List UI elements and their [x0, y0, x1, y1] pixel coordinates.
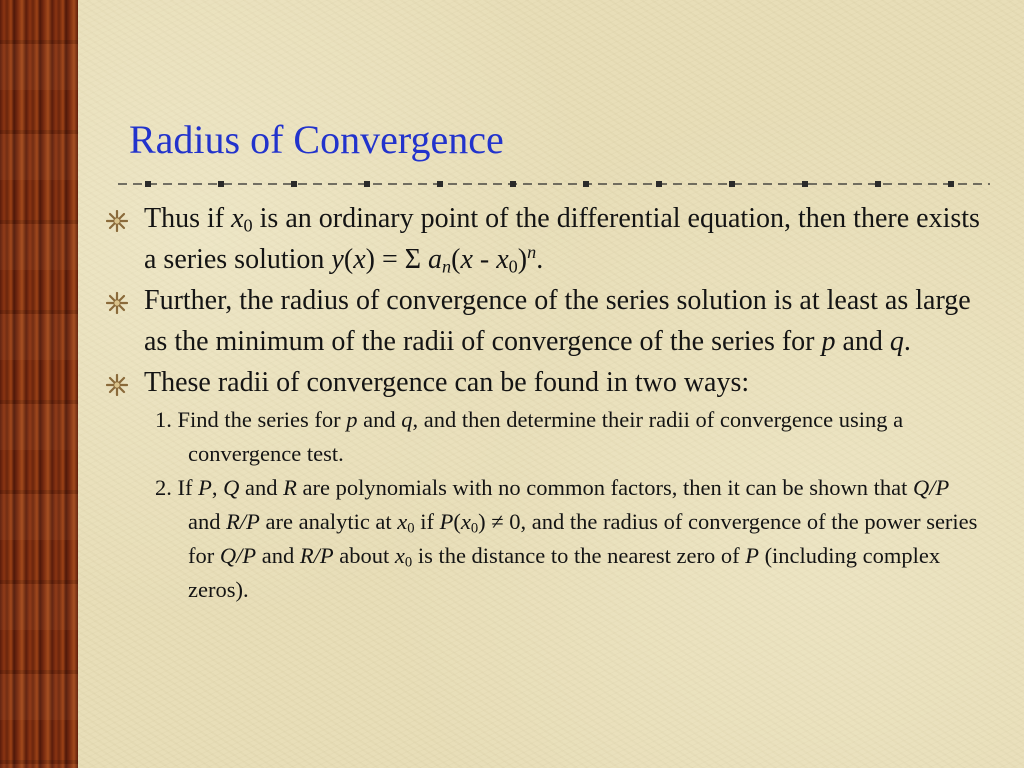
divider-dot [656, 181, 662, 187]
bullet-radius-lower-bound [106, 280, 986, 362]
divider-dot [729, 181, 735, 187]
divider-dot [802, 181, 808, 187]
divider-dot [291, 181, 297, 187]
method-2-item: 2. If P, Q and R are polynomials with no common factors, then it can be shown that Q/P and R/P are analytic at $x_0$ if $P(x_0) \ne 0$, and the radius of convergence of the power series for Q/P and R/P about $x_0$ is the distance to the nearest zero of P (including complex zeros). [155, 475, 978, 602]
divider-dot [948, 181, 954, 187]
starburst-bullet-icon [106, 210, 128, 232]
divider-dot [437, 181, 443, 187]
bullet-two-ways [106, 362, 986, 403]
divider-dot [875, 181, 881, 187]
starburst-bullet-icon [106, 374, 128, 396]
divider-dot [510, 181, 516, 187]
slide-title: Radius of Convergence [129, 117, 504, 162]
bullet-text: These radii of convergence can be found in two ways: [144, 367, 750, 398]
divider-dot [218, 181, 224, 187]
divider-dot [145, 181, 151, 187]
item-number: 1. [155, 407, 178, 432]
bullet-text: Thus if $x_0$ is an ordinary point of the differential equation, then there exists a series solution y(x) = Σ $a_n(x - x_0)^n$. [144, 203, 980, 277]
slide-body [106, 198, 986, 607]
wood-border [0, 0, 78, 768]
bullet-text: Further, the radius of convergence of the series solution is at least as large as the minimum of the radii of convergence of the series for p and q. [144, 285, 971, 357]
bullet-ordinary-point [106, 198, 986, 280]
title-divider [118, 178, 990, 190]
item-number: 2. [155, 475, 178, 500]
method-1-item: 1. Find the series for p and q, and then determine their radii of convergence using a convergence test. [155, 407, 904, 466]
starburst-bullet-icon [106, 292, 128, 314]
divider-dot [364, 181, 370, 187]
divider-dot [583, 181, 589, 187]
